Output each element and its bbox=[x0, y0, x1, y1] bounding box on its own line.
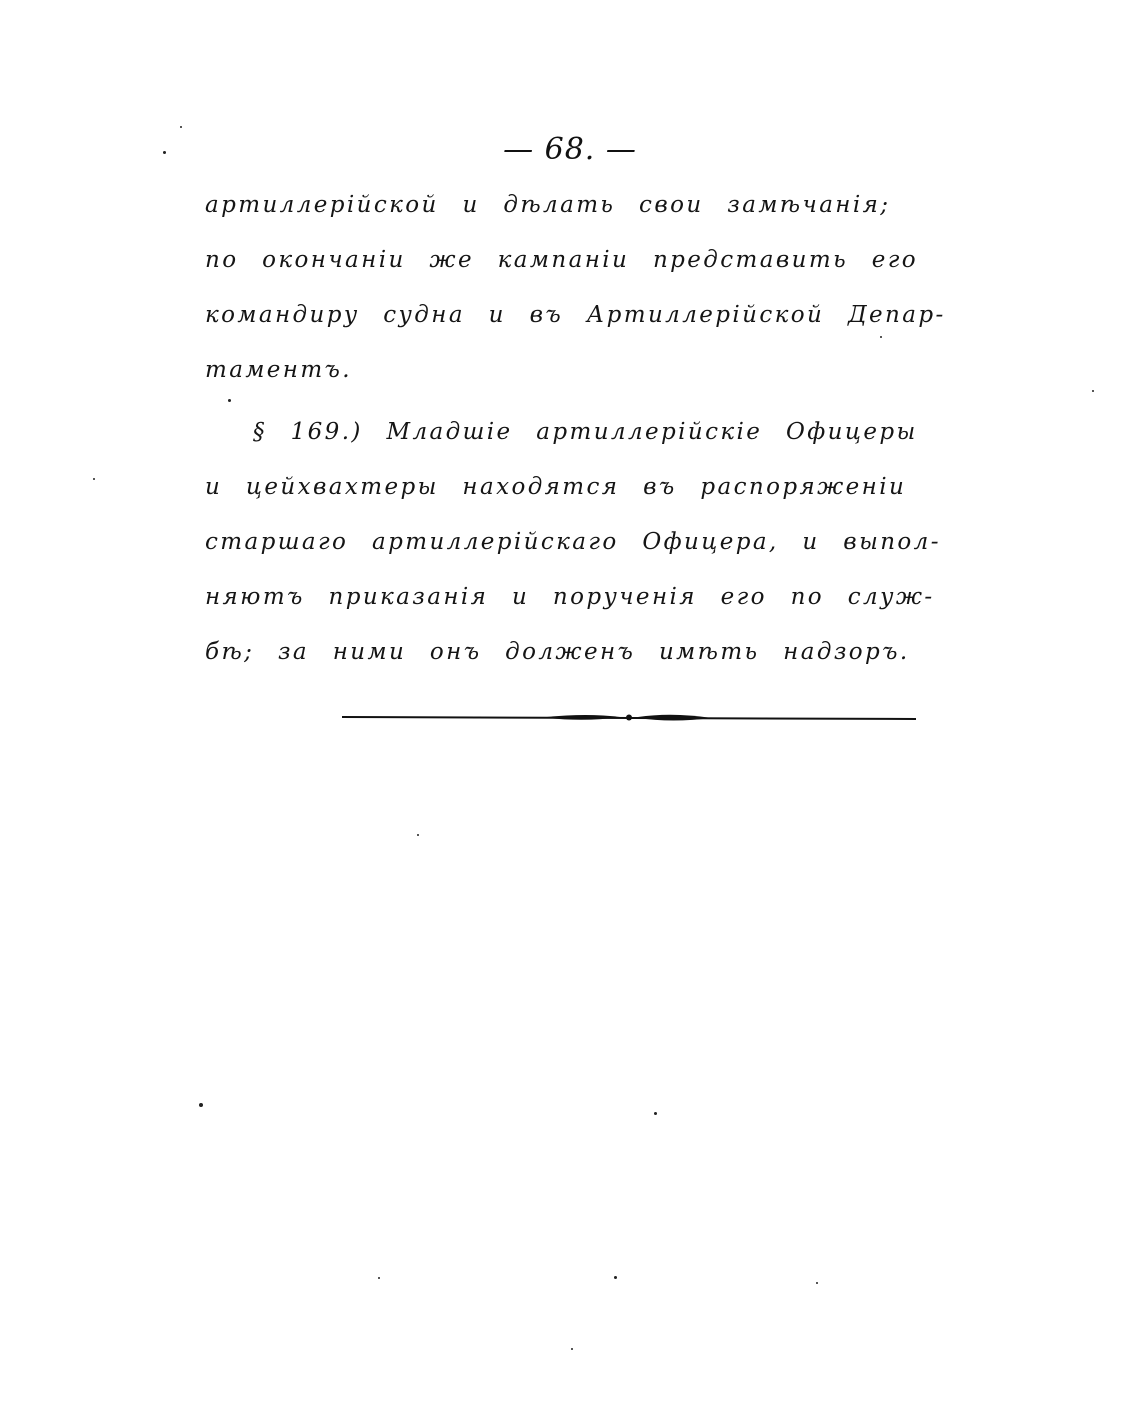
ornamental-divider bbox=[342, 705, 916, 729]
text-line: бѣ; за ними онъ долженъ имѣть надзоръ. bbox=[205, 639, 910, 665]
text-line: таментъ. bbox=[205, 357, 353, 383]
scan-speck bbox=[614, 1276, 617, 1279]
text-line: командиру судна и въ Артиллерійской Депар- bbox=[205, 302, 946, 328]
scan-speck bbox=[378, 1277, 380, 1279]
scan-speck bbox=[199, 1103, 203, 1107]
scan-speck bbox=[228, 399, 231, 402]
scan-speck bbox=[163, 151, 166, 154]
text-line: старшаго артиллерійскаго Офицера, и выпол- bbox=[205, 529, 941, 555]
scan-speck bbox=[880, 336, 882, 338]
scan-speck bbox=[654, 1112, 657, 1115]
paragraph bbox=[205, 405, 1045, 680]
body-text bbox=[205, 178, 1045, 680]
scan-speck bbox=[93, 478, 95, 480]
text-line: артиллерійской и дѣлать свои замѣчанія; bbox=[205, 192, 891, 218]
text-line: по окончаніи же кампаніи представить его bbox=[205, 247, 918, 273]
scan-speck bbox=[417, 834, 419, 836]
text-line: няютъ приказанія и порученія его по служ- bbox=[205, 584, 935, 610]
paragraph bbox=[205, 178, 1045, 398]
scan-speck bbox=[180, 126, 182, 128]
page-number: — 68. — bbox=[503, 132, 637, 167]
scan-speck bbox=[1092, 390, 1094, 392]
text-line: § 169.) Младшіе артиллерійскіе Офицеры bbox=[253, 419, 918, 445]
text-line: и цейхвахтеры находятся въ распоряженіи bbox=[205, 474, 907, 500]
scan-speck bbox=[571, 1348, 573, 1350]
scan-speck bbox=[816, 1282, 818, 1284]
